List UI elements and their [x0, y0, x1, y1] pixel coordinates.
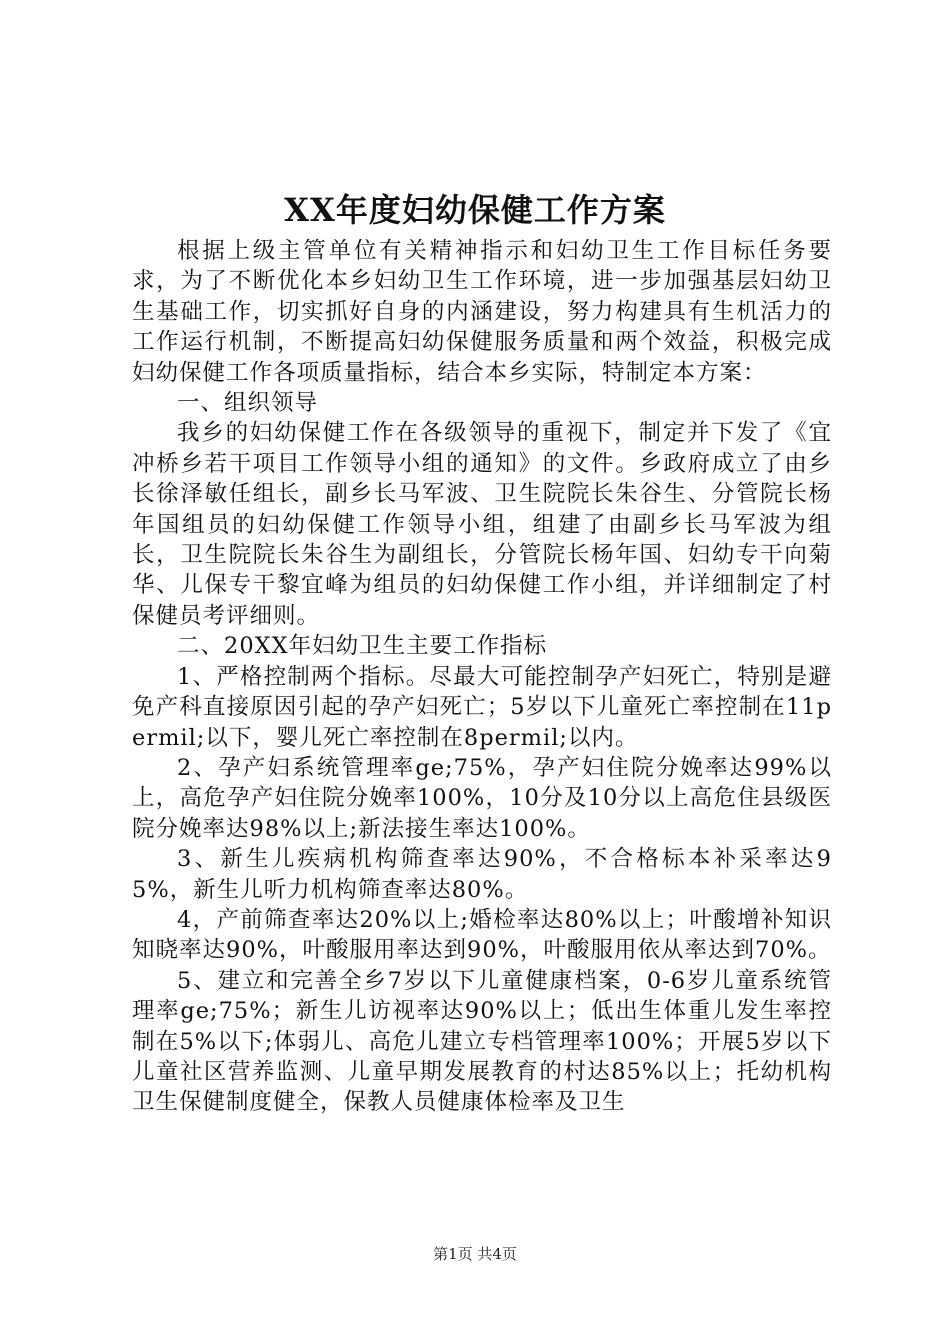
organization-paragraph: 我乡的妇幼保健工作在各级领导的重视下，制定并下发了《宜冲桥乡若干项目工作领导小组的通知》的文件。乡政府成立了由乡长徐泽敏任组长，副乡长马军波、卫生院院长朱谷生、分管院长杨年国组员的妇幼保健工作领导小组，组建了由副乡长马军波为组长，卫生院院长朱谷生为副组长，分管院长杨年国、妇幼专干向菊华、儿保专干黎宜峰为组员的妇幼保健工作小组，并详细制定了村保健员考评细则。	[132, 420, 832, 629]
intro-paragraph: 根据上级主管单位有关精神指示和妇幼卫生工作目标任务要求，为了不断优化本乡妇幼卫生工作环境，进一步加强基层妇幼卫生基础工作，切实抓好自身的内涵建设，努力构建具有生机活力的工作运行机制，不断提高妇幼保健服务质量和两个效益，积极完成妇幼保健工作各项质量指标，结合本乡实际，特制定本方案：	[132, 238, 832, 386]
indicator-item-3: 3、新生儿疾病机构筛查率达90%，不合格标本补采率达95%，新生儿听力机构筛查率达80%。	[132, 846, 832, 903]
indicator-item-4: 4，产前筛查率达20%以上;婚检率达80%以上；叶酸增补知识知晓率达90%，叶酸服用率达到90%，叶酸服用依从率达到70%。	[132, 906, 832, 964]
page-footer: 第1页 共4页	[433, 1245, 517, 1263]
section-heading-organization: 一、组织领导	[177, 390, 319, 417]
section-heading-indicators: 二、20XX年妇幼卫生主要工作指标	[177, 633, 548, 660]
indicator-item-1: 1、严格控制两个指标。尽最大可能控制孕产妇死亡，特别是避免产科直接原因引起的孕产妇死亡；5岁以下儿童死亡率控制在11permil;以下，婴儿死亡率控制在8permil;以内。	[132, 663, 832, 751]
indicator-item-5: 5、建立和完善全乡7岁以下儿童健康档案，0-6岁儿童系统管理率ge;75%；新生儿访视率达90%以上；低出生体重儿发生率控制在5%以下;体弱儿、高危儿建立专档管理率100%；开展5岁以下儿童社区营养监测、儿童早期发展教育的村达85%以上；托幼机构卫生保健制度健全，保教人员健康体检率及卫生	[132, 967, 832, 1116]
indicator-item-2: 2、孕产妇系统管理率ge;75%，孕产妇住院分娩率达99%以上，高危孕产妇住院分娩率100%，10分及10分以上高危住县级医院分娩率达98%以上;新法接生率达100%。	[132, 754, 832, 842]
document-title: XX年度妇幼保健工作方案	[284, 191, 666, 229]
document-body	[132, 236, 832, 1118]
